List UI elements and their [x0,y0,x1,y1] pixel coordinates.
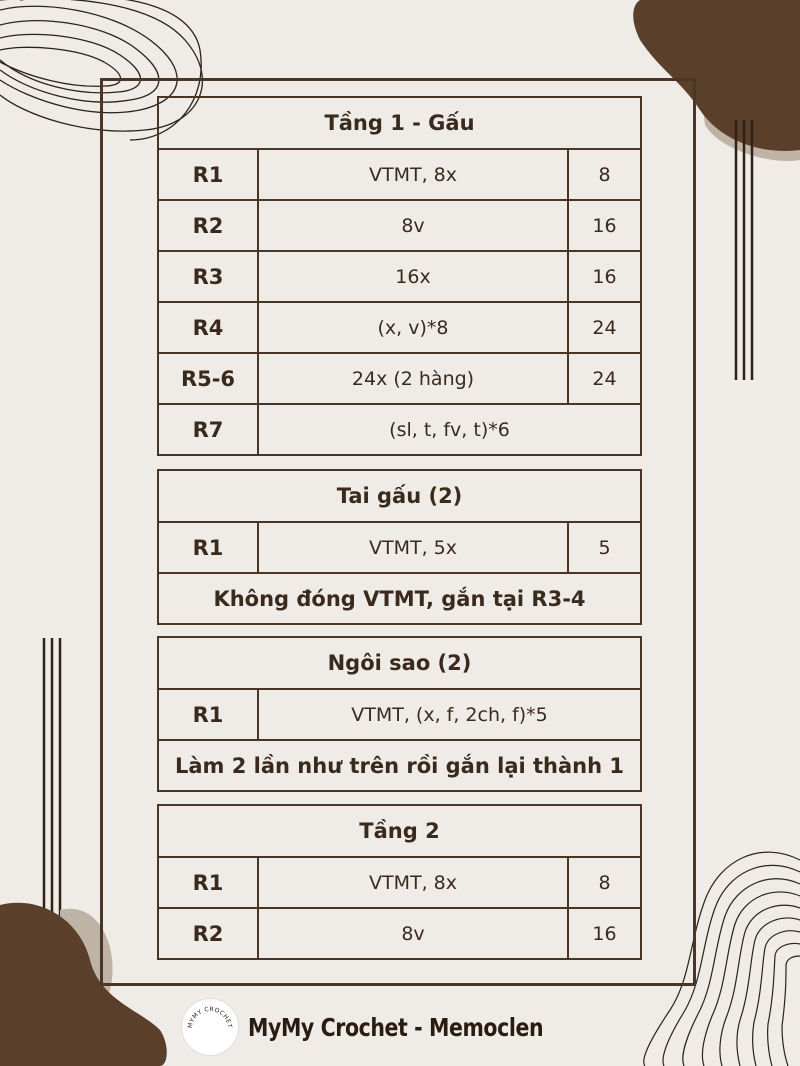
section-header [159,471,640,521]
section-title: Tầng 1 - Gấu [324,111,475,135]
logo-text: MYMY CROCHET [186,1005,234,1029]
round-label: R4 [159,303,259,352]
stitch-instruction: (sl, t, fv, t)*6 [389,418,510,441]
blob-shadow-top-right [700,70,800,161]
logo-mark [182,999,238,1055]
round-label: R7 [159,405,259,454]
round-label: R2 [159,201,259,250]
table-row [159,250,640,301]
stitch-count: 24 [592,367,617,390]
round-label: R1 [159,523,259,572]
stitch-instruction: VTMT, 8x [259,150,569,199]
section-header [159,98,640,148]
section-tang-1 [157,96,642,456]
table-row [159,688,640,739]
note-row [159,572,640,623]
stitch-count: 8 [598,871,611,894]
round-label: R1 [159,690,259,739]
section-note: Làm 2 lần như trên rồi gắn lại thành 1 [175,753,624,778]
brand-name: MyMy Crochet - Memoclen [248,1012,544,1042]
stitch-instruction: VTMT, 5x [259,523,569,572]
round-label: R1 [159,858,259,907]
vertical-lines-left [44,638,60,920]
round-label: R2 [159,909,259,958]
stitch-instruction: 8v [259,201,569,250]
table-row [159,907,640,958]
section-tang-2 [157,804,642,960]
table-row [159,403,640,454]
stitch-count: 8 [598,163,611,186]
svg-text:MYMY CROCHET [187,1006,233,1029]
stitch-count: 24 [592,316,617,339]
section-note: Không đóng VTMT, gắn tại R3-4 [213,586,586,611]
section-header [159,806,640,856]
stitch-instruction: VTMT, 8x [259,858,569,907]
section-ngoi-sao [157,636,642,792]
section-tai-gau [157,469,642,625]
stitch-count: 5 [598,536,611,559]
section-title: Ngôi sao (2) [327,651,472,675]
stitch-instruction: 8v [259,909,569,958]
table-row [159,148,640,199]
logo [182,999,238,1055]
vertical-lines-right [736,120,752,380]
round-label: R5-6 [159,354,259,403]
note-row [159,739,640,790]
round-label: R3 [159,252,259,301]
stitch-instruction: VTMT, (x, f, 2ch, f)*5 [351,703,548,726]
stitch-instruction: 24x (2 hàng) [259,354,569,403]
table-row [159,199,640,250]
table-row [159,352,640,403]
stitch-count: 16 [592,922,617,945]
table-row [159,521,640,572]
stitch-count: 16 [592,214,617,237]
stitch-count: 16 [592,265,617,288]
table-row [159,301,640,352]
section-title: Tai gấu (2) [336,484,463,508]
stitch-instruction: (x, v)*8 [259,303,569,352]
table-row [159,856,640,907]
round-label: R1 [159,150,259,199]
section-title: Tầng 2 [359,819,440,843]
stitch-instruction: 16x [259,252,569,301]
section-header [159,638,640,688]
footer [182,998,608,1056]
